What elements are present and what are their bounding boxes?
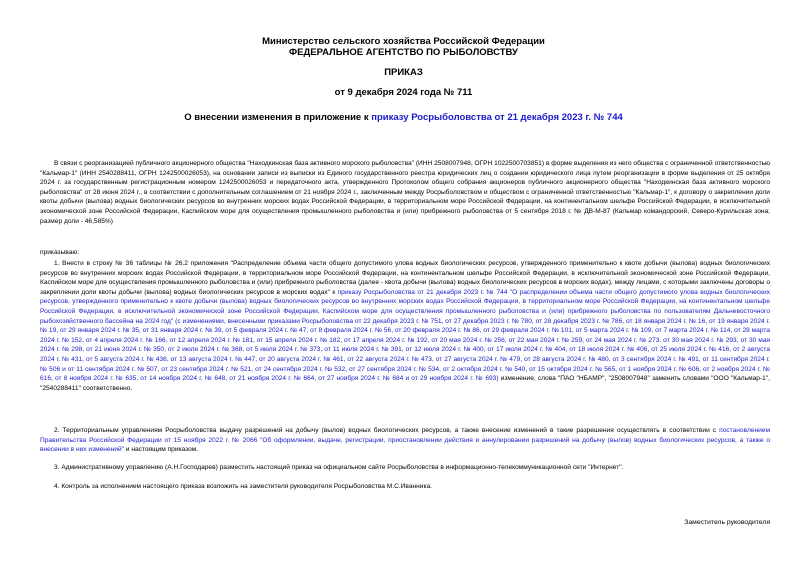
resolution-2066-link[interactable]: постановлением Правительства Российской Федерации от 15 ноября 2022 г. № 2066 "Об оформлении, выдаче, регистрации, приостановлении действия и аннулировании разрешений на добычу (вылов) водных биологических ресурсов, а также о внесении в них изменений" <box>40 427 770 454</box>
agency-name: ФЕДЕРАЛЬНОЕ АГЕНТСТВО ПО РЫБОЛОВСТВУ <box>289 47 518 58</box>
paragraph-1 <box>40 259 770 393</box>
signature-title: Заместитель руководителя <box>684 519 770 526</box>
paragraph-3: 3. Административному управлению (А.Н.Господарев) разместить настоящий приказ на официальном сайте Росрыболовства в информационно-телекоммуникационной сети "Интернет". <box>54 464 624 471</box>
paragraph-1-text-a: 1. Внести в строку № 36 таблицы № 26.2 приложения "Распределение объема части общего допустимого улова водных биологических ресурсов, утвержденного применительно к квоте добычи (вылова) водных биологических ресурсов во внутренних морских водах Российской Федерации, в территориальном море Российской Федерации, на континентальном шельфе Российской Федерации, в исключительной экономической зоне Российской Федерации, Каспийском море для осуществления промышленного рыболовства и (или) прибрежного рыболовства (далее - квота добычи (вылова) водных биологических ресурсов в морских водах), между лицами, с которыми заключены договоры о закреплении доли квоты добычи (вылова) водных биологических ресурсов в морских водах" к <box>40 260 770 296</box>
subject-link[interactable]: приказу Росрыболовства от 21 декабря 2023 г. № 744 <box>371 112 623 123</box>
paragraph-2-text-a: 2. Территориальным управлениям Росрыболовства выдачу разрешений на добычу (вылов) водных биологических ресурсов, а также внесение изменений в такие разрешения осуществлять в соответствии с <box>54 427 720 434</box>
document-type: ПРИКАЗ <box>384 67 423 78</box>
paragraph-1-text-c: изменение, слова "ПАО "НБАМР", "2508007948" заменить словами "ООО "Кальмар-1", "2540288411" соответственно. <box>40 375 770 392</box>
decree-line: приказываю: <box>40 249 80 256</box>
subject-prefix: О внесении изменения в приложение к <box>184 112 372 123</box>
ministry-name: Министерство сельского хозяйства Российской Федерации <box>262 36 545 47</box>
amendments-link[interactable]: (с изменениями, внесенными приказами Росрыболовства от 22 декабря 2023 г. № 751, от 27 декабря 2023 г. № 780, от 28 декабря 2023 г. № 786, от 18 января 2024 г. № 16, от 19 января 2024 г. № 19, от 29 января 2024 г. № 35, от 31 января 2024 г. № 39, от 5 февраля 2024 г. № 47, от 8 февраля 2024 г. № 56, от 20 февраля 2024 г. № 86, от 29 февраля 2024 г. № 101, от 5 марта 2024 г. № 109, от 7 марта 2024 г. № 114, от 28 марта 2024 г. № 152, от 4 апреля 2024 г. № 166, от 12 апреля 2024 г. № 181, от 15 апреля 2024 г. № 182, от 17 апреля 2024 г. № 192, от 20 мая 2024 г. № 256, от 22 мая 2024 г. № 259, от 24 мая 2024 г. № 273, от 30 мая 2024 г. № 293, от 30 мая 2024 г. № 298, от 21 июня 2024 г. № 350, от 2 июля 2024 г. № 368, от 5 июля 2024 г. № 373, от 11 июля 2024 г. № 391, от 12 июля 2024 г. № 400, от 17 июля 2024 г. № 404, от 18 июля 2024 г. № 406, от 25 июля 2024 г. № 416, от 2 августа 2024 г. № 431, от 5 августа 2024 г. № 436, от 13 августа 2024 г. № 447, от 20 августа 2024 г. № 461, от 22 августа 2024 г. № 473, от 27 августа 2024 г. № 479, от 28 августа 2024 г. № 480, от 3 сентября 2024 г. № 491, от 11 сентября 2024 г. № 506 и от 11 сентября 2024 г. № 507, от 23 сентября 2024 г. № 521, от 24 сентября 2024 г. № 532, от 27 сентября 2024 г. № 534, от 2 октября 2024 г. № 540, от 15 октября 2024 г. № 565, от 1 ноября 2024 г. № 606, от 2 ноября 2024 г. № 616, от 8 ноября 2024 г. № 635, от 14 ноября 2024 г. № 648, от 21 ноября 2024 г. № 664, от 27 ноября 2024 г. № 684 и от 29 ноября 2024 г. № 693) <box>40 317 770 383</box>
paragraph-2 <box>40 426 770 455</box>
document-subject <box>0 112 807 123</box>
intro-paragraph: В связи с реорганизацией публичного акционерного общества "Находкинская база активного морского рыболовства" (ИНН 2508007948, ОГРН 1022500703851) в форме выделения из него общества с ограниченной ответственностью "Кальмар-1" (ИНН 2540288411, ОГРН 1242500026053), на основании записи из выписки из Единого государственного реестра юридических лиц о создании юридического лица путем реорганизации в форме выделения от 25 октября 2024 г. за государственным регистрационным номером 1242500026053 и передаточного акта, утвержденного Протоколом общего собрания акционеров публичного акционерного общества "Находкинская база активного морского рыболовства" от 28 июня 2024 г., в соответствии с дополнительным соглашением от 21 ноября 2024 г., заключенным между Росрыболовством и обществом с ограниченной ответственностью "Кальмар-1", к договору о закреплении доли квоты добычи (вылова) водных биологических ресурсов во внутренних морских водах Российской Федерации, в территориальном море Российской Федерации, на континентальном шельфе Российской Федерации, в исключительной экономической зоне Российской Федерации, Каспийском море для осуществления промышленного рыболовства и (или) прибрежного рыболовства от 5 сентября 2018 г. № ДВ-М-87 (Кальмар командорский, Северо-Курильская зона; размер доли - 46,585%) <box>40 160 770 225</box>
paragraph-4: 4. Контроль за исполнением настоящего приказа возложить на заместителя руководителя Росрыболовства М.С.Иванника. <box>54 483 433 490</box>
order-744-link[interactable]: приказу Росрыболовства от 21 декабря 2023 г. № 744 "О распределении объема части общего допустимого улова водных биологических ресурсов, утвержденного применительно к квоте добычи (вылова) водных биологических ресурсов во внутренних морских водах Российской Федерации, в территориальном море Российской Федерации, на континентальном шельфе Российской Федерации, в исключительной экономической зоне Российской Федерации, Каспийском море для осуществления промышленного рыболовства и (или) прибрежного рыболовства по пользователям Дальневосточного рыбохозяйственного бассейна на 2024 год" <box>40 288 770 325</box>
paragraph-2-text-b: и настоящим приказом. <box>123 446 199 454</box>
document-date-number: от 9 декабря 2024 года № 711 <box>334 87 473 98</box>
